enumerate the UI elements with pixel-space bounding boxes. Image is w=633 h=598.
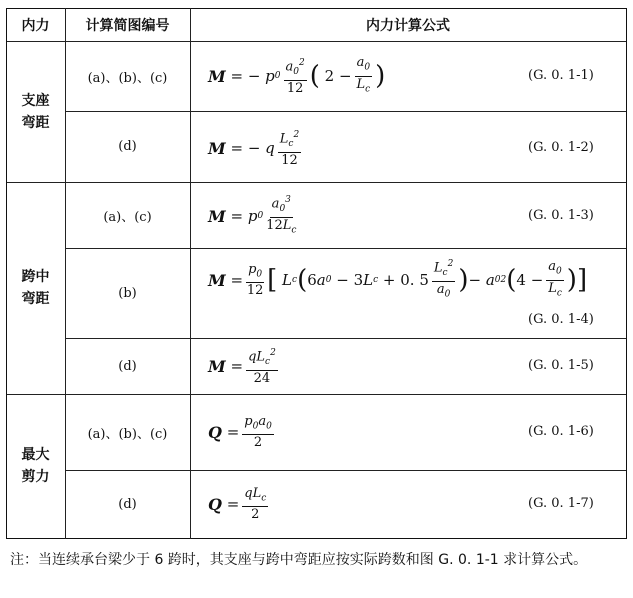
table-right-border bbox=[626, 8, 627, 539]
equation-number: (G. 0. 1-6) bbox=[528, 424, 594, 439]
equation-number: (G. 0. 1-3) bbox=[528, 208, 594, 223]
formula-G-0-1-5: M = $\frac{qL_c^2}{24}$ bbox=[208, 348, 276, 386]
group-support-moment: 支座 弯距 bbox=[21, 92, 50, 131]
formula-G-0-1-1: M = − p 0 $\frac{a_0^2}{12}$ ( 2 − $\frac{a_0}{L_c}$ ) bbox=[208, 54, 386, 96]
formula-G-0-1-6: Q = $\frac{p_0a_0}{2}$ bbox=[208, 413, 272, 451]
equation-number: (G. 0. 1-5) bbox=[528, 358, 594, 373]
group-midspan-moment: 跨中 弯距 bbox=[21, 269, 50, 307]
formula-G-0-1-3: M = p 0 $\frac{a_0^3}{12L_c}$ bbox=[208, 195, 297, 236]
diagram-cell: (d) bbox=[118, 139, 137, 154]
diagram-cell: (b) bbox=[118, 285, 137, 301]
diagram-cell: (a)、(c) bbox=[103, 209, 152, 225]
table-note: 注：当连续承台梁少于 6 跨时，其支座与跨中弯距应按实际跨数和图 G. 0. 1-1 求计算公式。 bbox=[10, 552, 588, 568]
header-diagram: 计算简图编号 bbox=[85, 17, 170, 34]
diagram-cell: (d) bbox=[118, 358, 137, 374]
diagram-cell: (a)、(b)、(c) bbox=[87, 70, 168, 86]
col-divider bbox=[190, 8, 191, 539]
equation-number: (G. 0. 1-2) bbox=[528, 140, 594, 155]
header-force: 内力 bbox=[21, 17, 50, 34]
formula-G-0-1-7: Q = $\frac{qL_c}{2}$ bbox=[208, 485, 267, 523]
group-max-shear: 最大 剪力 bbox=[21, 447, 50, 485]
equation-number: (G. 0. 1-4) bbox=[528, 312, 594, 327]
formula-G-0-1-2: M = − q $\frac{L_c^2}{12}$ bbox=[208, 130, 300, 168]
diagram-cell: (d) bbox=[118, 496, 137, 512]
equation-number: (G. 0. 1-1) bbox=[528, 68, 594, 83]
formula-G-0-1-4: M = $\frac{p_0}{12}$ [ L c ( 6 a 0 − 3 L c + 0. 5 $\frac{L_c^2}{a_0}$ ) − a 0 2 ( 4 − $\frac{a_0}{L_c}$ ) ] bbox=[208, 258, 588, 300]
table-bottom-border bbox=[6, 538, 627, 539]
header-formula: 内力计算公式 bbox=[366, 17, 450, 34]
equation-number: (G. 0. 1-7) bbox=[528, 496, 594, 511]
diagram-cell: (a)、(b)、(c) bbox=[87, 426, 168, 442]
